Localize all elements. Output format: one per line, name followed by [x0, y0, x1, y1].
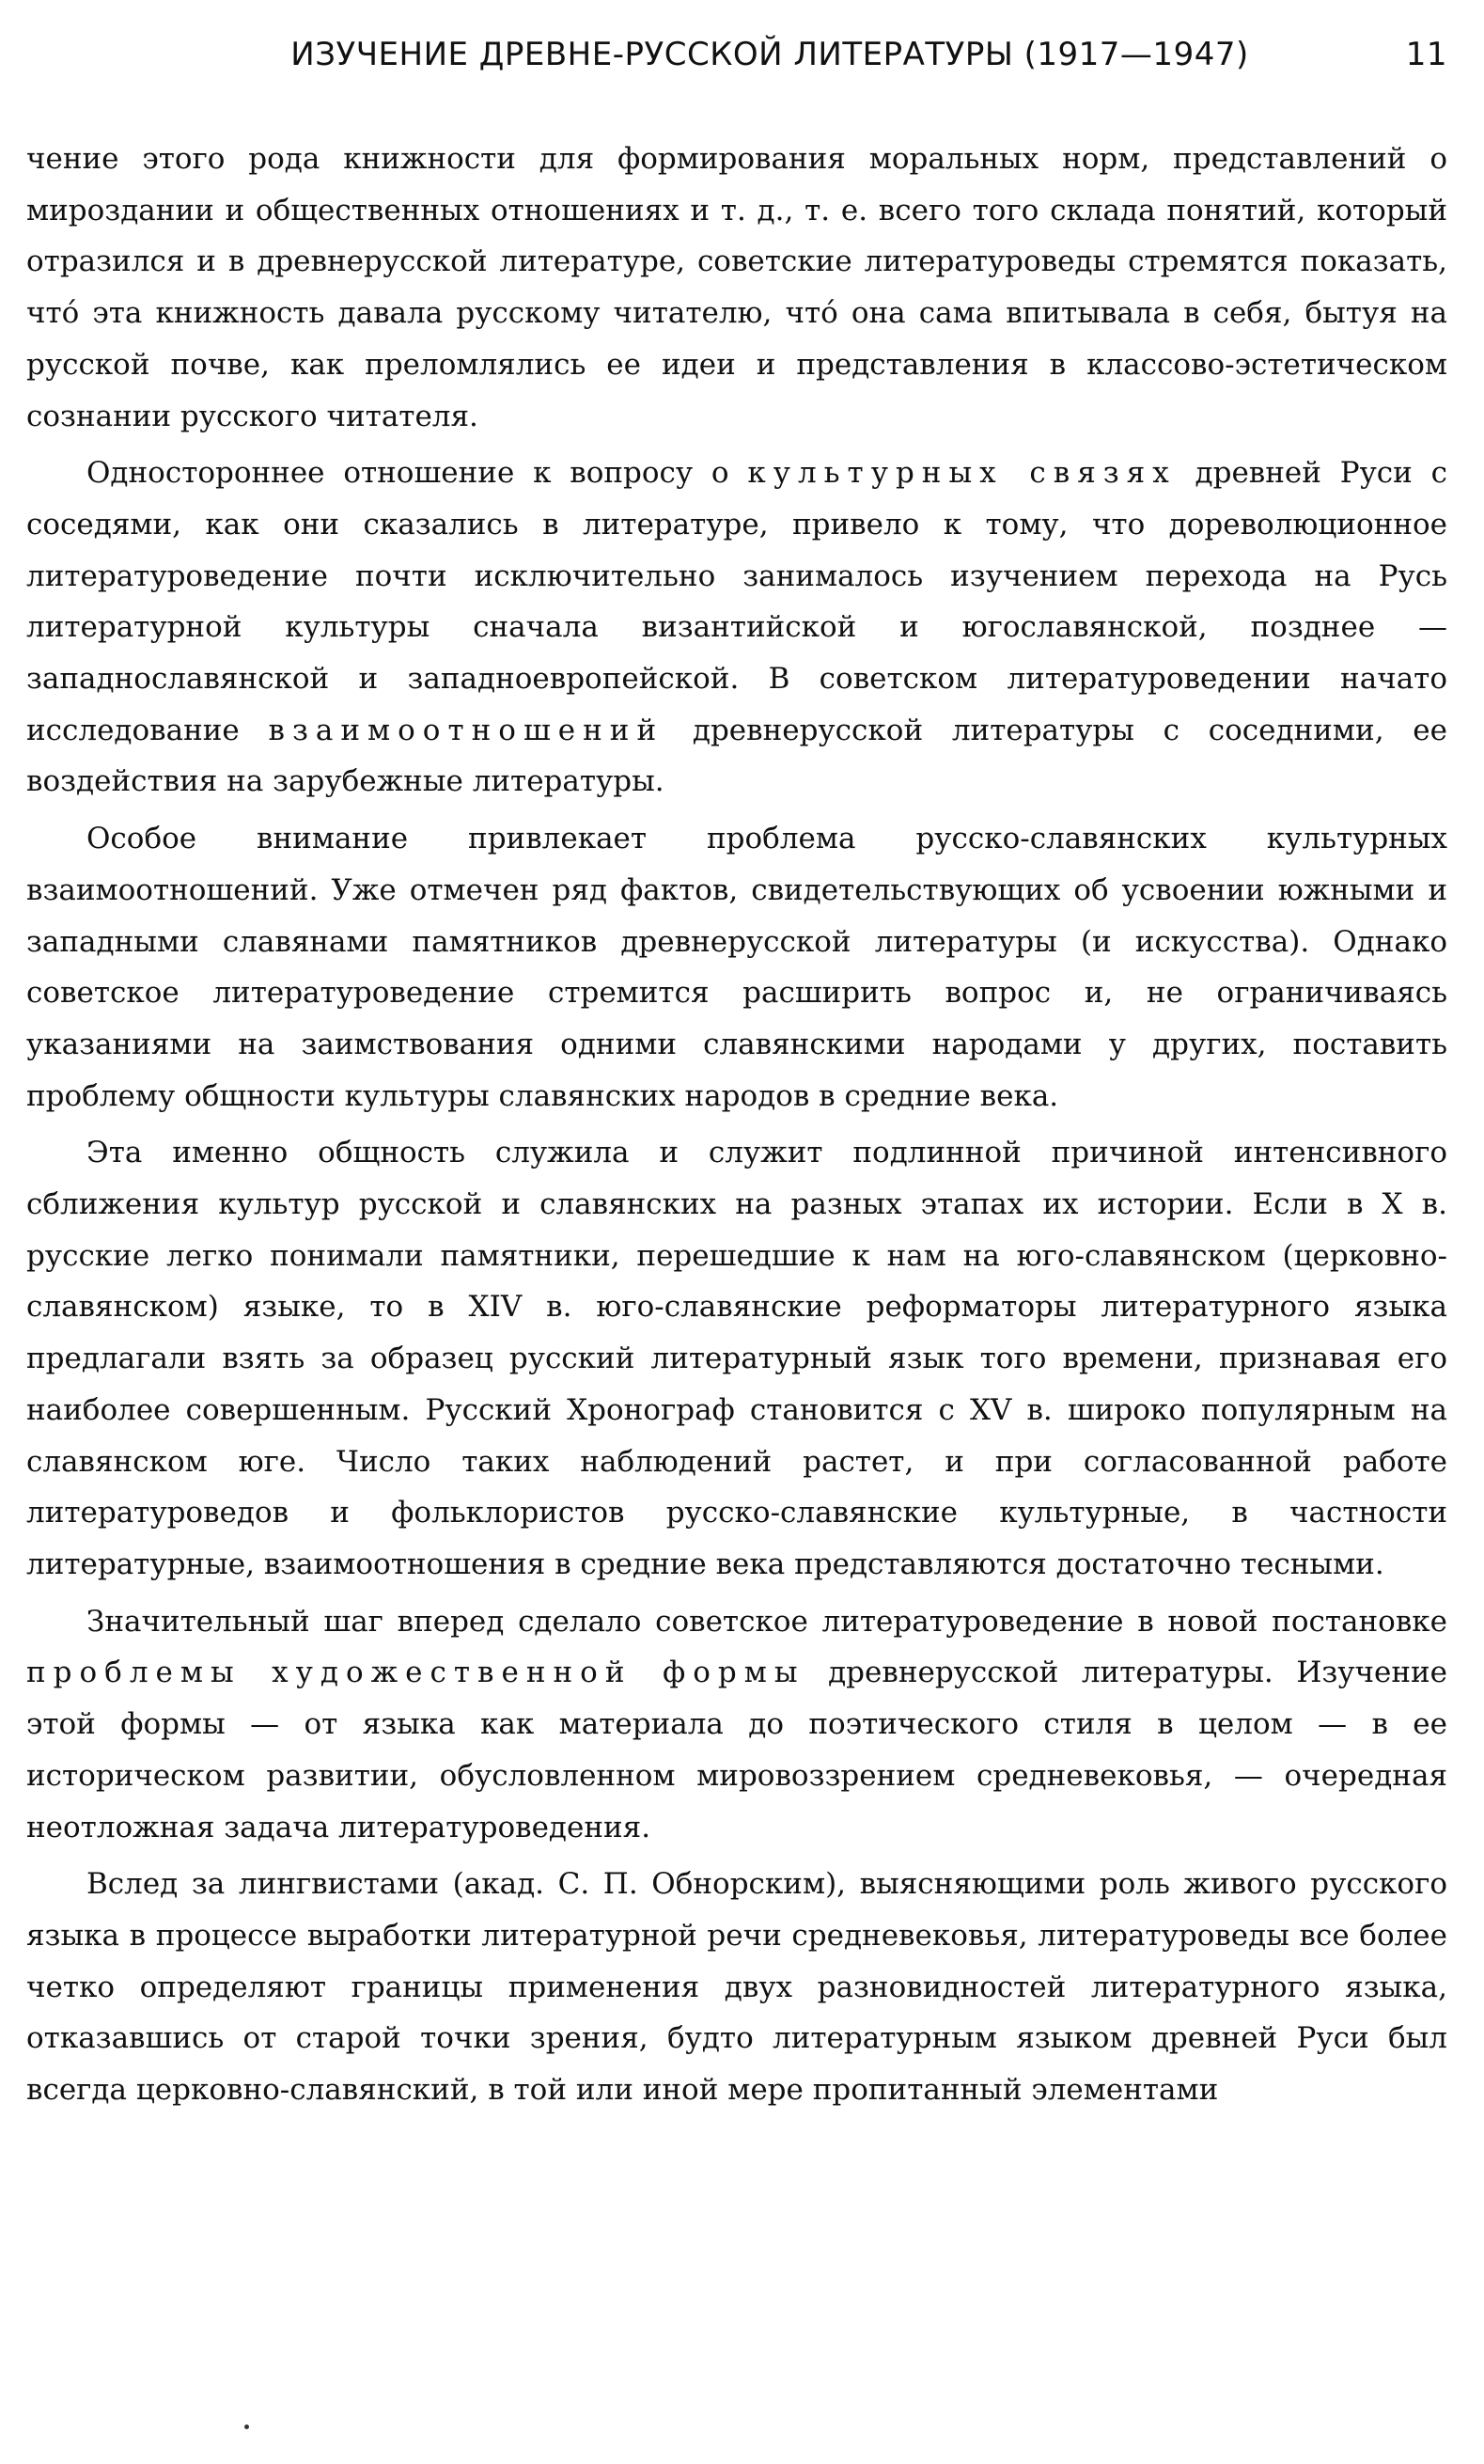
paragraph: [26, 447, 1447, 808]
paragraph: [26, 133, 1447, 442]
text-run: Значительный шаг вперед сделало советское литературоведение в новой постановке: [86, 1604, 1447, 1639]
text-run: древней Руси с соседями, как они сказались в литературе, привело к тому, что дореволюционное литературоведение почти исключительно занималось изучением перехода на Русь литературной культуры сначала византийской и югославянской, позднее — западнославянской и западноевропейской. В советском литературоведении начато исследование: [26, 456, 1447, 747]
running-head-title: ИЗУЧЕНИЕ ДРЕВНЕ-РУССКОЙ ЛИТЕРАТУРЫ (1917—1947): [290, 36, 1249, 73]
text-run: Особое внимание привлекает проблема русско-славянских культурных взаимоотношений. Уже отмечен ряд фактов, свидетельствующих об усвоении южными и западными славянами памятников древнерусской литературы (и искусства). Однако советское литературоведение стремится расширить вопрос и, не ограничиваясь указаниями на заимствования одними славянскими народами у других, поставить проблему общности культуры славянских народов в средние века.: [26, 822, 1447, 1113]
text-run: Эта именно общность служила и служит подлинной причиной интенсивного сближения культур русской и славянских на разных этапах их истории. Если в X в. русские легко понимали памятники, перешедшие к нам на юго-славянском (церковно-славянском) языке, то в XIV в. юго-славянские реформаторы литературного языка предлагали взять за образец русский литературный язык того времени, признавая его наиболее совершенным. Русский Хронограф становится с XV в. широко популярным на славянском юге. Число таких наблюдений растет, и при согласованной работе литературоведов и фольклористов русско-славянские культурные, в частности литературные, взаимоотношения в средние века представляются достаточно тесными.: [26, 1136, 1447, 1581]
book-page: [26, 36, 1447, 2442]
paragraph: [26, 1127, 1447, 1590]
ink-dot: [244, 2425, 249, 2429]
text-run: Одностороннее отношение к вопросу о: [86, 456, 748, 491]
text-run: древнерусской литературы. Изучение этой формы — от языка как материала до поэтического стиля в целом — в ее историческом развитии, обусловленном мировоззрением средневековья, — очередная неотложная задача литературоведения.: [26, 1656, 1448, 1844]
paragraph: [26, 1596, 1447, 1854]
paragraph: [26, 813, 1447, 1122]
spaced-emphasis: взаимоотношений: [268, 713, 664, 747]
paragraph: [26, 1859, 1447, 2116]
text-run: чение этого рода книжности для формирования моральных норм, представлений о мироздании и общественных отношениях и т. д., т. е. всего того склада понятий, который отразился и в древнерусской литературе, советские литературоведы стремятся показать, что́ эта книжность давала русскому читателю, что́ она сама впитывала в себя, бытуя на русской почве, как преломлялись ее идеи и представления в классово-эстетическом сознании русского читателя.: [26, 142, 1447, 433]
text-run: древнерусской литературы с соседними, ее воздействия на зарубежные литературы.: [26, 713, 1447, 799]
text-run: Вслед за лингвистами (акад. С. П. Обнорским), выясняющими роль живого русского языка в процессе выработки литературной речи средневековья, литературоведы все более четко определяют границы применения двух разновидностей литературного языка, отказавшись от старой точки зрения, будто литературным языком древней Руси был всегда церковно-славянский, в той или иной мере пропитанный элементами: [26, 1867, 1447, 2108]
spaced-emphasis: проблемы художественной формы: [26, 1656, 805, 1690]
page-number: 11: [1405, 36, 1447, 73]
body-text: [26, 133, 1447, 2116]
spaced-emphasis: культурных связях: [747, 456, 1177, 491]
running-head: [26, 36, 1447, 92]
